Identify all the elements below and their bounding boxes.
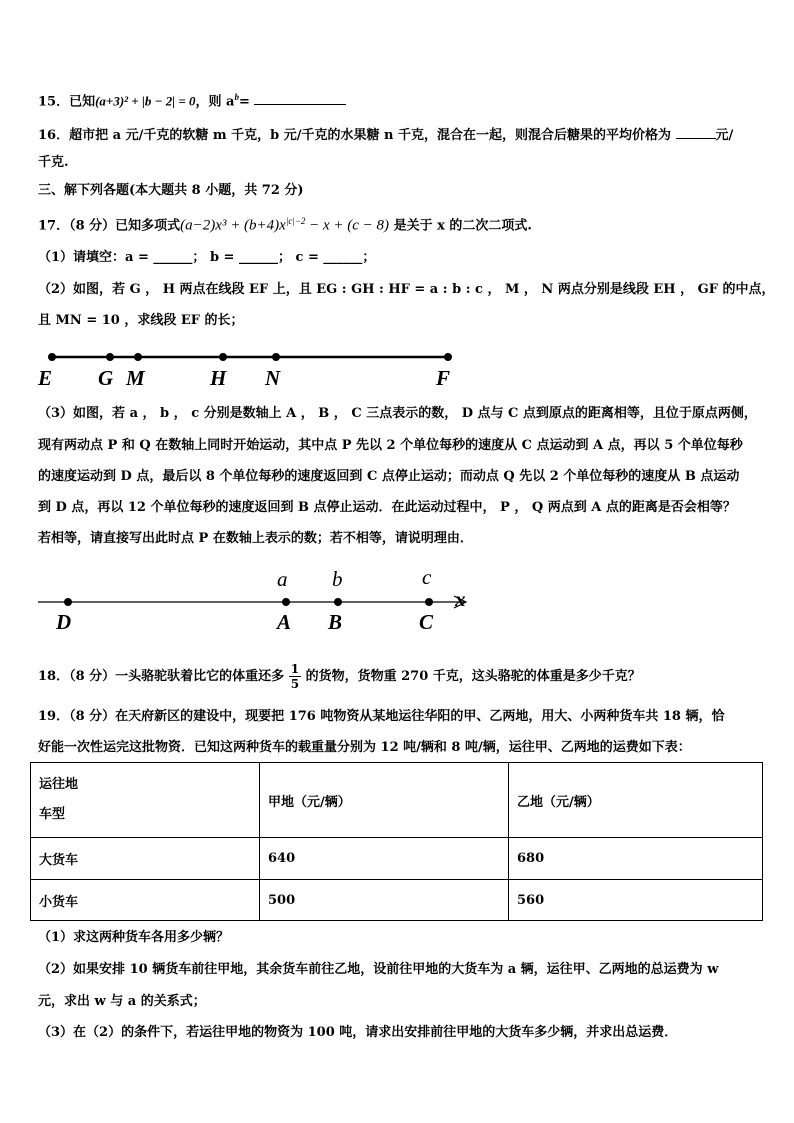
- point-m-dot: [134, 353, 142, 361]
- q17-part2-line1: （2）如图，若 G ， H 两点在线段 EF 上，且 EG : GH : HF = a : b : c ， M ， N 两点分别是线段 EH ， GF 的中点，: [38, 282, 775, 297]
- table-row: [31, 880, 763, 921]
- q15-line: [38, 88, 346, 111]
- q18-line: [38, 662, 641, 692]
- q19-line1: 19．（8 分）在天府新区的建设中，现要把 176 吨物资从某地运往华阳的甲、乙两地，用大、小两种货车共 18 辆，恰: [38, 709, 725, 724]
- section-heading: 三、解下列各题(本大题共 8 小题，共 72 分): [38, 183, 304, 198]
- q15-suffix: ，则 a: [195, 94, 235, 110]
- q17-part3-line1: （3）如图，若 a ， b ， c 分别是数轴上 A ， B ， C 三点表示的数， D 点与 C 点到原点的距离相等，且位于原点两侧，: [38, 406, 757, 421]
- q16-line1: [38, 125, 733, 145]
- label-c: C: [419, 610, 434, 634]
- q15-exponent: b: [234, 92, 239, 102]
- q17-polynomial-tail: − x + (c − 8): [305, 217, 390, 234]
- q17-part3-line2: 现有两动点 P 和 Q 在数轴上同时开始运动，其中点 P 先以 2 个单位每秒的速度从 C 点运动到 A 点，再以 5 个单位每秒: [38, 438, 743, 453]
- q16-answer-blank[interactable]: [676, 125, 716, 139]
- q17-poly-exponent: |c|−2: [285, 216, 306, 226]
- q17-part1-fill: a = ______； b = ______； c = ______；: [125, 250, 376, 265]
- table-cell-yi: 560: [509, 880, 763, 921]
- label-n: N: [265, 366, 281, 390]
- point-g-dot: [106, 353, 114, 361]
- table-cell-type: 小货车: [31, 880, 260, 921]
- label-x-axis: x: [455, 587, 466, 611]
- table-cell-jia: 500: [260, 880, 509, 921]
- q16-line2: 千克.: [38, 155, 69, 170]
- label-e: E: [38, 366, 53, 390]
- table-header-yi: 乙地（元/辆）: [509, 763, 763, 838]
- label-g: G: [98, 366, 114, 390]
- q17-part3-line5: 若相等，请直接写出此时点 P 在数轴上表示的数；若不相等，请说明理由．: [38, 531, 473, 546]
- q19-sub3: （3）在（2）的条件下，若运往甲地的物资为 100 吨，请求出安排前往甲地的大货车多少辆，并求出总运费．: [38, 1025, 678, 1040]
- label-a-lower: a: [277, 567, 288, 591]
- point-e-dot: [48, 353, 56, 361]
- q17-part1: [38, 249, 375, 267]
- label-m: M: [126, 366, 145, 390]
- number-line-figure: [30, 562, 480, 637]
- q19-sub2-line1: （2）如果安排 10 辆货车前往甲地，其余货车前往乙地，设前往甲地的大货车为 a 辆，运往甲、乙两地的总运费为 w: [38, 962, 719, 977]
- label-d: D: [56, 610, 72, 634]
- table-cell-yi: 680: [509, 838, 763, 880]
- q15-expression: (a+3)² + |b − 2| = 0: [95, 93, 196, 109]
- q19-sub1: （1）求这两种货车各用多少辆？: [38, 930, 230, 945]
- q15-prefix: 15．已知: [38, 94, 96, 110]
- freight-cost-table: [30, 762, 763, 921]
- q17-part1-label: （1）请填空：: [38, 250, 126, 265]
- q17-head: 17．（8 分）已知多项式: [38, 218, 181, 234]
- table-corner-cell: [31, 763, 260, 838]
- q17-stem: [38, 212, 532, 235]
- table-header-row: [31, 763, 763, 838]
- point-b-dot: [334, 598, 342, 606]
- q17-tail: 是关于 x 的二次二项式.: [389, 218, 532, 234]
- segment-figure: [30, 343, 470, 391]
- q18-fraction-numerator: 1: [290, 662, 300, 676]
- point-h-dot: [219, 353, 227, 361]
- q18-fraction-denominator: 5: [290, 677, 300, 691]
- table-cell-jia: 640: [260, 838, 509, 880]
- label-b: B: [328, 610, 343, 634]
- q15-equals: =: [238, 94, 250, 110]
- q17-part2-line2: 且 MN = 10 ，求线段 EF 的长；: [38, 313, 244, 328]
- q18-tail: 的货物，货物重 270 千克，这头骆驼的体重是多少千克？: [305, 669, 641, 684]
- table-header-jia: 甲地（元/辆）: [260, 763, 509, 838]
- label-a: A: [277, 610, 292, 634]
- point-a-dot: [282, 598, 290, 606]
- q16-unit: 元/: [715, 128, 734, 143]
- label-c-lower: c: [422, 565, 432, 589]
- point-c-dot: [425, 598, 433, 606]
- label-f: F: [436, 366, 451, 390]
- q17-part3-line4: 到 D 点，再以 12 个单位每秒的速度返回到 B 点停止运动．在此运动过程中， P ， Q 两点到 A 点的距离是否会相等？: [38, 500, 736, 515]
- q17-part3-line3: 的速度运动到 D 点，最后以 8 个单位每秒的速度返回到 C 点停止运动；而动点 Q 先以 2 个单位每秒的速度从 B 点运动: [38, 469, 740, 484]
- q19-line2: 好能一次性运完这批物资．已知这两种货车的载重量分别为 12 吨/辆和 8 吨/辆，运往甲、乙两地的运费如下表：: [38, 740, 691, 755]
- table-corner-top: 运往地: [39, 777, 79, 792]
- table-corner-bottom: 车型: [39, 807, 66, 822]
- point-f-dot: [444, 353, 452, 361]
- q17-polynomial: (a−2)x³ + (b+4)x: [180, 217, 286, 234]
- q15-answer-blank[interactable]: [254, 91, 346, 105]
- table-row: [31, 838, 763, 880]
- table-cell-type: 大货车: [31, 838, 260, 880]
- q19-sub2-line2: 元，求出 w 与 a 的关系式；: [38, 994, 206, 1009]
- point-n-dot: [272, 353, 280, 361]
- q18-fraction: [289, 662, 301, 691]
- q18-head: 18．（8 分）一头骆驼驮着比它的体重还多: [38, 669, 285, 684]
- label-h: H: [210, 366, 227, 390]
- point-d-dot: [64, 598, 72, 606]
- q16-text: 16．超市把 a 元/千克的软糖 m 千克，b 元/千克的水果糖 n 千克，混合在一起，则混合后糖果的平均价格为: [38, 128, 671, 143]
- label-b-lower: b: [332, 567, 343, 591]
